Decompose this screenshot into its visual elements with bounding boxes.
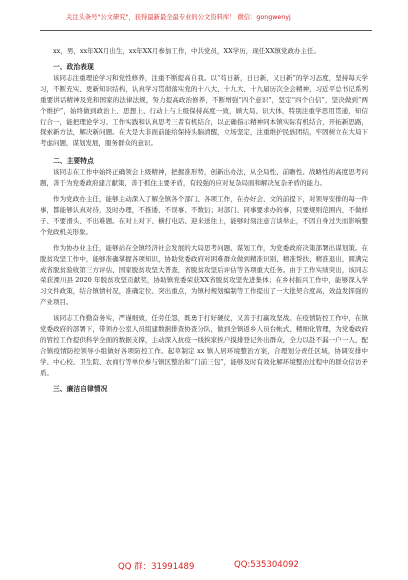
footer-qq-contact: QQ:535304092 [234, 560, 299, 570]
section1-paragraph: 该同志注重理论学习和党性修养，注重不断提高自我。以“苟日新，日日新，又日新”的学习态度，坚持每天学习，不断充实、更新知识结构，认真学习贯彻落实党的十八大、十九大、十九届历次全会精神，习近平总书记系列重要讲话精神及党和国家的法律法规，努力提高政治修养，不断增强“四个意识”，坚定“四个自信”，坚决做到“两个维护”，始终做到政治上、思想上、行动上与上级保持高度一致，顾大局、识大体，特别注重学思用贯通，知信行合一，能把理论学习、工作实践和认真思考三者有机结合，以正确指示精神同本镇实际有机结合，开拓新思路，探索新方法，解决新问题。在大是大非面前能给保持头脑清醒，立场坚定，注重维护民族团结，牢固树立在大局下考虑问题，谋划发展，服务群众的意识。 [40, 73, 368, 148]
document-body [40, 46, 368, 395]
section-heading-political: 一、政治表现 [53, 62, 94, 71]
header-banner-text: 关注头条号"公文研究"，获得最新最全最专业的公文资料库！ 微信：gongwenyj [66, 14, 291, 21]
page-footer [0, 560, 408, 574]
footer-qq-group: QQ 群：31991489 [118, 562, 195, 572]
section-heading-integrity: 三、廉洁自律情况 [53, 384, 108, 393]
section2-paragraph-3: 作为协办业主任，能够站在全镇经济社会发展的大局思考问题、谋划工作，为党委政府决策部署出谋划策。在脱贫攻坚工作中，能够准确掌握各项知识，协助党委政府对困难群众做到精准识别、精准帮扶、精准退出，圆满完成省脱贫验收第三方评估、国家脱贫攻坚大普查，省脱贫攻坚后评估等各项重大任务。由于工作实绩突出，该同志荣获溧川县 2020 年脱贫攻坚贡献奖，协助镇党委荣获XX省脱贫攻坚先进集体；在乡村振兴工作中，能够深入学习文件政策，结合镇情村况，准确定位、突出重点，为镇村规划编制等工作提出了一大批契合度高、效益发挥强的产业项目。 [40, 243, 368, 307]
intro-paragraph: xx，男，xx年XX月出生，xx年XX月参加工作，中共党员，XX学历，现任XX镇党政办主任。 [53, 47, 321, 55]
section-heading-features: 二、主要特点 [53, 157, 94, 166]
section2-paragraph-2: 作为党政办主任，能够主动深入了解全镇各个部门、各项工作，在办好会、文的前提下，对领导安排的每一件事，都能够认真对待，及时办理，不推诿、不误事、不数衍；对部门、同事要求办的事，只要规则范围内，不做样子、不要滑头、不出难题。在对上对下、横打电话、迎来送往上，能够时刻注意言谈举止，不因自身过失而影响整个党政机关形象。 [40, 195, 368, 236]
section2-paragraph-1: 该同志在工作中始终正确领会上级精神，把握准形势，创新出办法，从全局性、前瞻性、战略性的高度思考问题，善于为党委政府建言献策，善于抓住主要矛盾，有较强的应对复杂局面和解决复杂矛盾的能力。 [40, 168, 368, 188]
section2-paragraph-4: 该同志工作勤奋务实，严谨细致，任劳任怨，既勇于打好硬仗，又善于打赢攻坚战。在疫情防控工作中，在镇党委政府的部署下，带领办公室人员组建数据排查协查分队，做到全镇返乡人员台帐式、精细化管理，为党委政府的管控工作提供科学全面的数据支撑，主动深入抗疫一线挨家挨户摸排登记外出群众，全力以赴不漏一户一人，配合镇疫情防控领导小组做好各项防控工作。起草制定 xx 镇人居环境整治方案，合理划分责任区域，协调安排中学、中心校、卫生院、农商行等单位参与镇区整治和“门前三包”，能够及时有效化解环境整治过程中的群众信访矛盾。 [40, 314, 368, 377]
page-header [40, 8, 372, 31]
